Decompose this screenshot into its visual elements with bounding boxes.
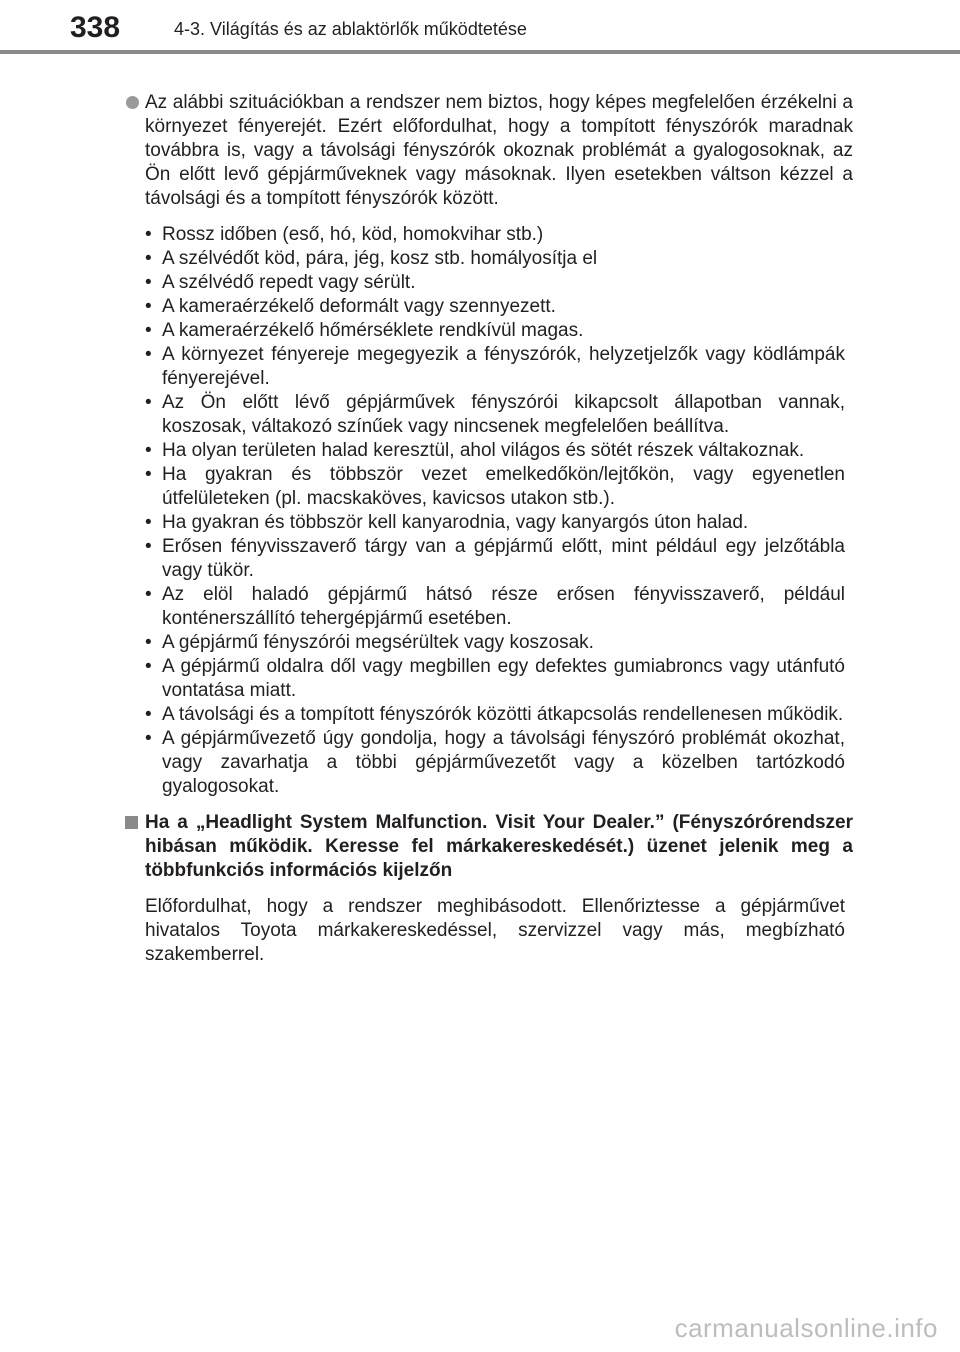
header-divider	[0, 50, 960, 54]
malfunction-section	[145, 811, 853, 967]
chapter-title: 4-3. Világítás és az ablaktörlők működtetése	[174, 19, 527, 39]
list-item: • A gépjárművezető úgy gondolja, hogy a távolsági fényszóró problémát okozhat, vagy zavarhatja a többi gépjárművezetőt vagy a közelben tartózkodó gyalogosokat.	[145, 727, 845, 799]
list-item: • Az Ön előtt lévő gépjárművek fényszórói kikapcsolt állapotban vannak, koszosak, váltakozó színűek vagy nincsenek megfelelően beállítva.	[145, 391, 845, 439]
list-item: • Erősen fényvisszaverő tárgy van a gépjármű előtt, mint például egy jelzőtábla vagy tükör.	[145, 535, 845, 583]
list-item: • Rossz időben (eső, hó, köd, homokvihar stb.)	[145, 223, 845, 247]
list-item: • A kameraérzékelő deformált vagy szennyezett.	[145, 295, 845, 319]
square-bullet-icon	[125, 816, 138, 829]
list-item: • A gépjármű oldalra dől vagy megbillen egy defektes gumiabroncs vagy utánfutó vontatása miatt.	[145, 655, 845, 703]
list-item: • A távolsági és a tompított fényszórók közötti átkapcsolás rendellenesen működik.	[145, 703, 845, 727]
list-item: • Ha gyakran és többször kell kanyarodnia, vagy kanyargós úton halad.	[145, 511, 845, 535]
list-item: • A kameraérzékelő hőmérséklete rendkívül magas.	[145, 319, 845, 343]
conditions-list	[145, 223, 853, 799]
circle-bullet-icon	[126, 96, 139, 109]
list-item: • A szélvédőt köd, pára, jég, kosz stb. homályosítja el	[145, 247, 845, 271]
list-item: • A gépjármű fényszórói megsérültek vagy koszosak.	[145, 631, 845, 655]
section-body: Előfordulhat, hogy a rendszer meghibásodott. Ellenőriztesse a gépjárművet hivatalos Toyota márkakereskedéssel, szervizzel vagy más, megbízható szakemberrel.	[145, 896, 845, 965]
page-content	[145, 91, 853, 967]
watermark: carmanualsonline.info	[674, 1313, 938, 1343]
list-item: • Ha olyan területen halad keresztül, ahol világos és sötét részek váltakoznak.	[145, 439, 845, 463]
section-heading: Ha a „Headlight System Malfunction. Visit Your Dealer.” (Fényszórórendszer hibásan működik. Keresse fel márkakereskedését.) üzenet jelenik meg a többfunkciós információs kijelzőn	[145, 812, 853, 881]
list-item: • A szélvédő repedt vagy sérült.	[145, 271, 845, 295]
intro-paragraph	[145, 91, 853, 211]
list-item: • Ha gyakran és többször vezet emelkedőkön/lejtőkön, vagy egyenetlen útfelületeken (pl. macskaköves, kavicsos utakon stb.).	[145, 463, 845, 511]
list-item: • A környezet fényereje megegyezik a fényszórók, helyzetjelzők vagy ködlámpák fényerejével.	[145, 343, 845, 391]
intro-text: Az alábbi szituációkban a rendszer nem biztos, hogy képes megfelelően érzékelni a környezet fényerejét. Ezért előfordulhat, hogy a tompított fényszórók maradnak továbbra is, vagy a távolsági fényszórók okoznak problémát a gyalogosoknak, az Ön előtt levő gépjárműveknek vagy másoknak. Ilyen esetekben váltson kézzel a távolsági és a tompított fényszórók között.	[145, 92, 853, 209]
page-number: 338	[70, 11, 121, 44]
list-item: • Az elöl haladó gépjármű hátsó része erősen fényvisszaverő, például konténerszállító tehergépjármű esetében.	[145, 583, 845, 631]
